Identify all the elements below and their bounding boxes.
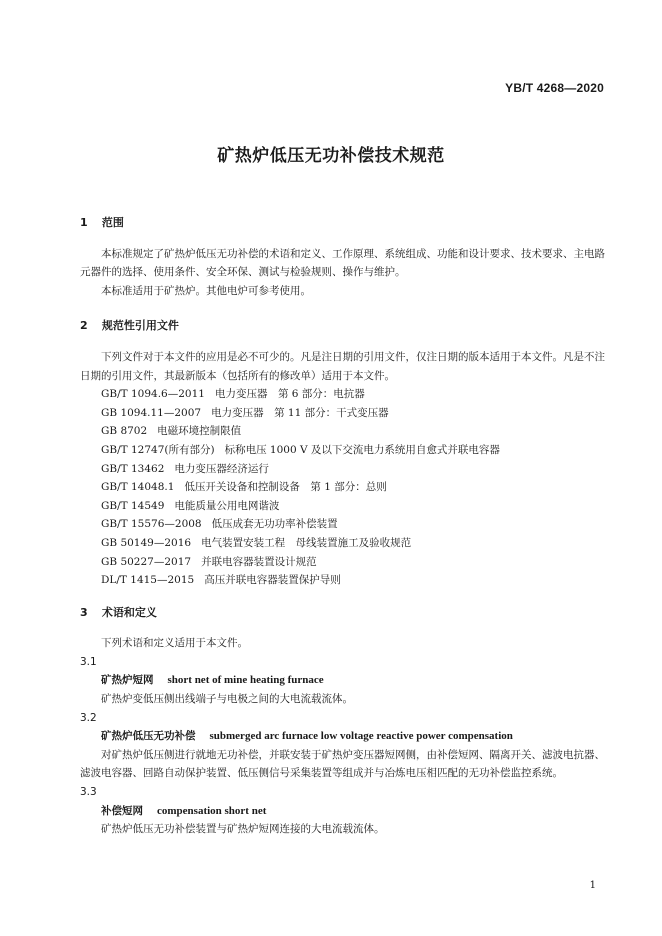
- reference-item: [80, 441, 605, 460]
- reference-title: 电磁环境控制限值: [157, 425, 242, 438]
- reference-title: 电力变压器 第 11 部分：干式变压器: [211, 406, 389, 419]
- reference-title: 电气装置安装工程 母线装置施工及验收规范: [201, 536, 412, 549]
- reference-item: [80, 404, 605, 423]
- term-number: 3.1: [80, 655, 97, 668]
- reference-code: GB/T 13462: [101, 462, 165, 475]
- document-title: 矿热炉低压无功补偿技术规范: [217, 146, 445, 166]
- reference-code: GB 8702: [101, 425, 148, 438]
- reference-item: [80, 515, 605, 534]
- document-body: [80, 214, 605, 839]
- reference-code: GB 1094.11—2007: [101, 406, 202, 419]
- term-heading: [80, 727, 605, 746]
- scope-paragraph-1: 本标准规定了矿热炉低压无功补偿的术语和定义、工作原理、系统组成、功能和设计要求、技术要求、主电路元器件的选择、使用条件、安全环保、测试与检验规则、操作与维护。: [80, 247, 605, 279]
- reference-title: 低压开关设备和控制设备 第 1 部分：总则: [184, 481, 387, 494]
- term-heading: [80, 802, 605, 821]
- section-title: 范围: [101, 216, 124, 229]
- term-name-en: short net of mine heating furnace: [167, 674, 324, 687]
- reference-item: [80, 385, 605, 404]
- section-heading-references: [80, 317, 605, 336]
- section-number: 1: [80, 216, 88, 229]
- reference-title: 低压成套无功功率补偿装置: [211, 518, 338, 531]
- standard-number: YB/T 4268—2020: [505, 81, 604, 95]
- section-title: 规范性引用文件: [101, 319, 179, 333]
- term-heading: [80, 671, 605, 690]
- reference-item: [80, 534, 605, 553]
- term-name-en: compensation short net: [157, 804, 267, 817]
- reference-title: 电能质量公用电网谐波: [174, 499, 280, 512]
- reference-item: [80, 571, 605, 590]
- reference-item: [80, 460, 605, 479]
- section-number: 3: [80, 605, 88, 619]
- term-name-zh: 矿热炉低压无功补偿: [101, 730, 196, 743]
- terms-intro: 下列术语和定义适用于本文件。: [101, 637, 248, 650]
- reference-title: 标称电压 1000 V 及以下交流电力系统用自愈式并联电容器: [224, 443, 500, 456]
- reference-title: 并联电容器装置设计规范: [201, 555, 317, 568]
- term-number: 3.2: [80, 711, 97, 724]
- term-number: 3.3: [80, 786, 97, 799]
- reference-code: GB/T 1094.6—2011: [101, 388, 205, 401]
- reference-code: DL/T 1415—2015: [101, 574, 195, 587]
- term-definition: 对矿热炉低压侧进行就地无功补偿，并联安装于矿热炉变压器短网侧，由补偿短网、隔离开关、滤波电抗器、滤波电容器、回路自动保护装置、低压侧信号采集装置等组成并与冶炼电压相匹配的无功补偿监控系统。: [80, 748, 605, 780]
- references-intro: 下列文件对于本文件的应用是必不可少的。凡是注日期的引用文件，仅注日期的版本适用于本文件。凡是不注日期的引用文件，其最新版本（包括所有的修改单）适用于本文件。: [80, 350, 605, 382]
- term-definition: 矿热炉变低压侧出线端子与电极之间的大电流载流体。: [101, 693, 353, 706]
- term-name-zh: 补偿短网: [101, 804, 143, 817]
- scope-paragraph-2: 本标准适用于矿热炉。其他电炉可参考使用。: [101, 284, 311, 297]
- page-number: 1: [589, 880, 596, 891]
- reference-code: GB/T 14549: [101, 499, 165, 512]
- term-name-en: submerged arc furnace low voltage reactive power compensation: [209, 730, 513, 743]
- reference-code: GB 50227—2017: [101, 555, 192, 568]
- section-number: 2: [80, 319, 88, 333]
- reference-code: GB 50149—2016: [101, 536, 192, 549]
- reference-item: [80, 478, 605, 497]
- reference-item: [80, 497, 605, 516]
- reference-item: [80, 422, 605, 441]
- section-title: 术语和定义: [101, 605, 157, 619]
- reference-title: 电力变压器 第 6 部分：电抗器: [214, 388, 365, 401]
- reference-code: GB/T 15576—2008: [101, 518, 202, 531]
- term-definition: 矿热炉低压无功补偿装置与矿热炉短网连接的大电流载流体。: [101, 823, 385, 836]
- section-heading-terms: [80, 604, 605, 623]
- section-heading-scope: [80, 214, 605, 233]
- term-name-zh: 矿热炉短网: [101, 674, 154, 687]
- reference-code: GB/T 14048.1: [101, 481, 175, 494]
- reference-item: [80, 553, 605, 572]
- reference-title: 电力变压器经济运行: [174, 462, 269, 475]
- reference-code: GB/T 12747(所有部分): [101, 443, 215, 456]
- reference-title: 高压并联电容器装置保护导则: [204, 574, 341, 587]
